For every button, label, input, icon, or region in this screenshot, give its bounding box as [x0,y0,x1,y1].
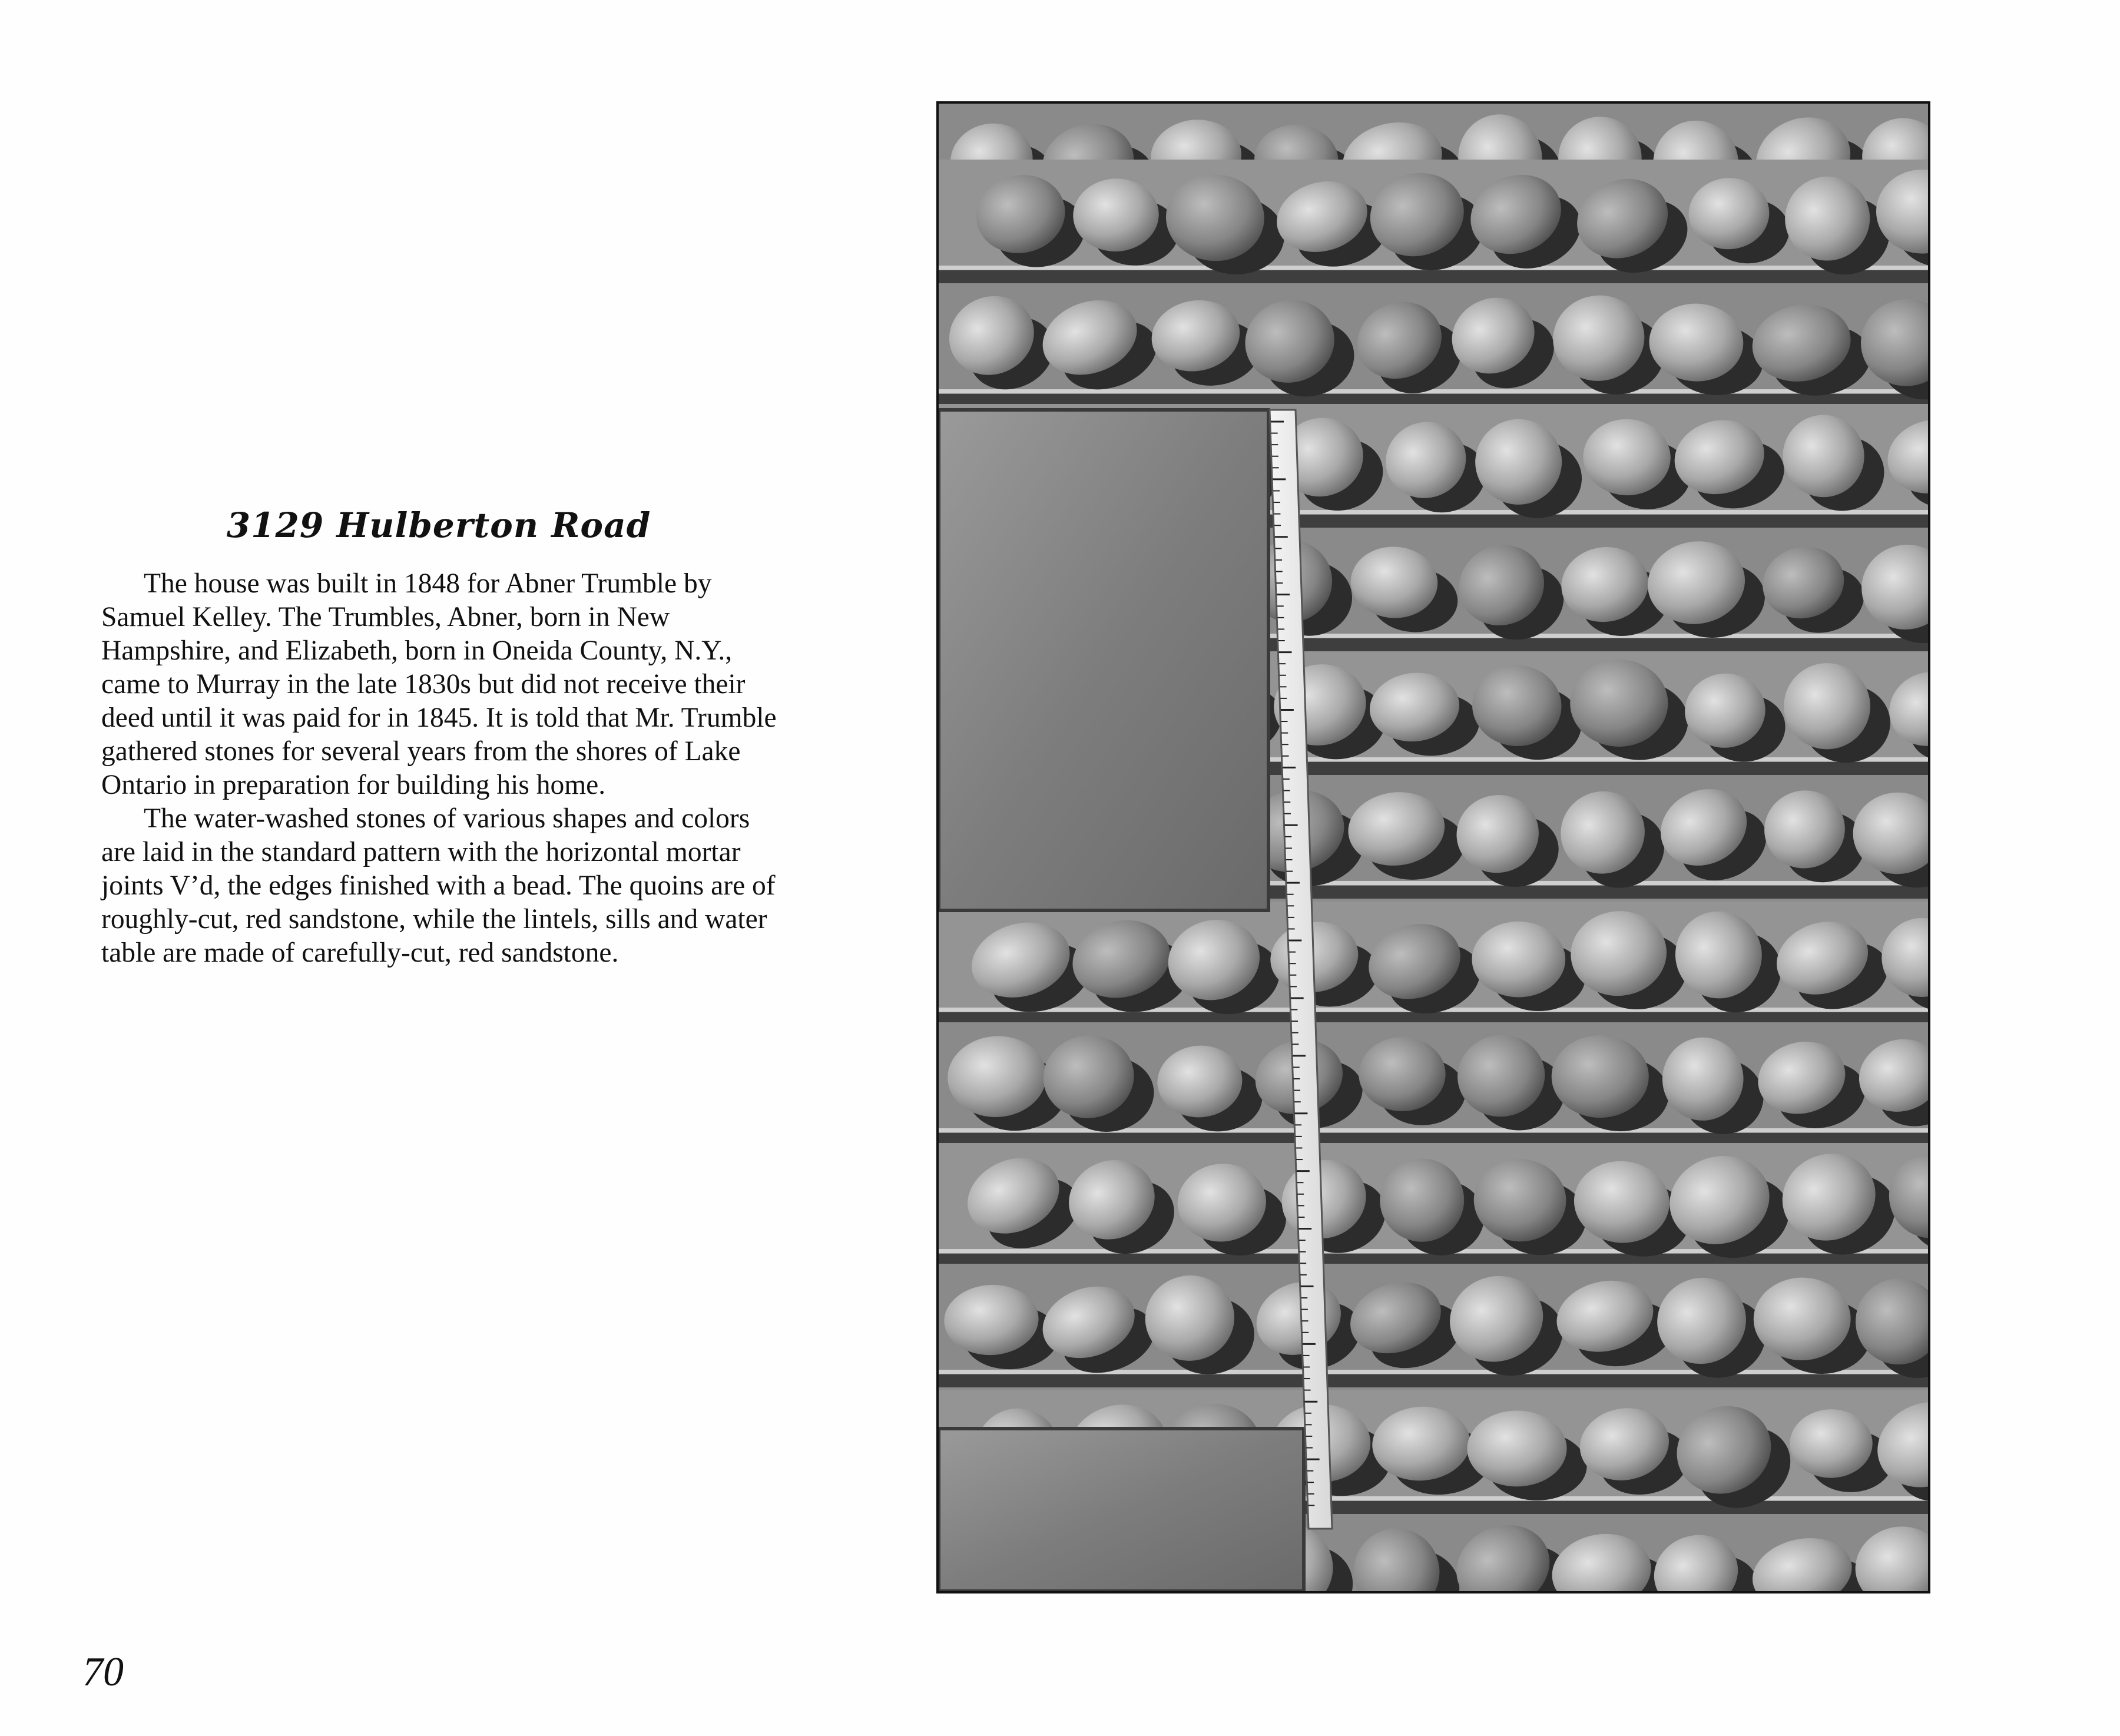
sandstone-quoin-upper [939,410,1268,910]
page-number: 70 [82,1649,124,1695]
body-text [101,567,784,970]
cobblestone-wall-photo [936,101,1930,1593]
paragraph-2: The water-washed stones of various shapes and colors are laid in the standard pattern with the horizontal mortar joints V’d, the edges finished with a bead. The quoins are of roughly-cut, red sandstone, while the lintels, sills and water table are made of carefully-cut, red sandstone. [101,803,776,968]
paragraph-1: The house was built in 1848 for Abner Trumble by Samuel Kelley. The Trumbles, Abner, born in New Hampshire, and Elizabeth, born in Oneida County, N.Y., came to Murray in the late 1830s but did not receive their deed until it was paid for in 1845. It is told that Mr. Trumble gathered stones for several years from the shores of Lake Ontario in preparation for building his home. [101,568,777,800]
sandstone-quoin-lower [939,1429,1304,1591]
page-title: 3129 Hulberton Road [226,505,651,545]
